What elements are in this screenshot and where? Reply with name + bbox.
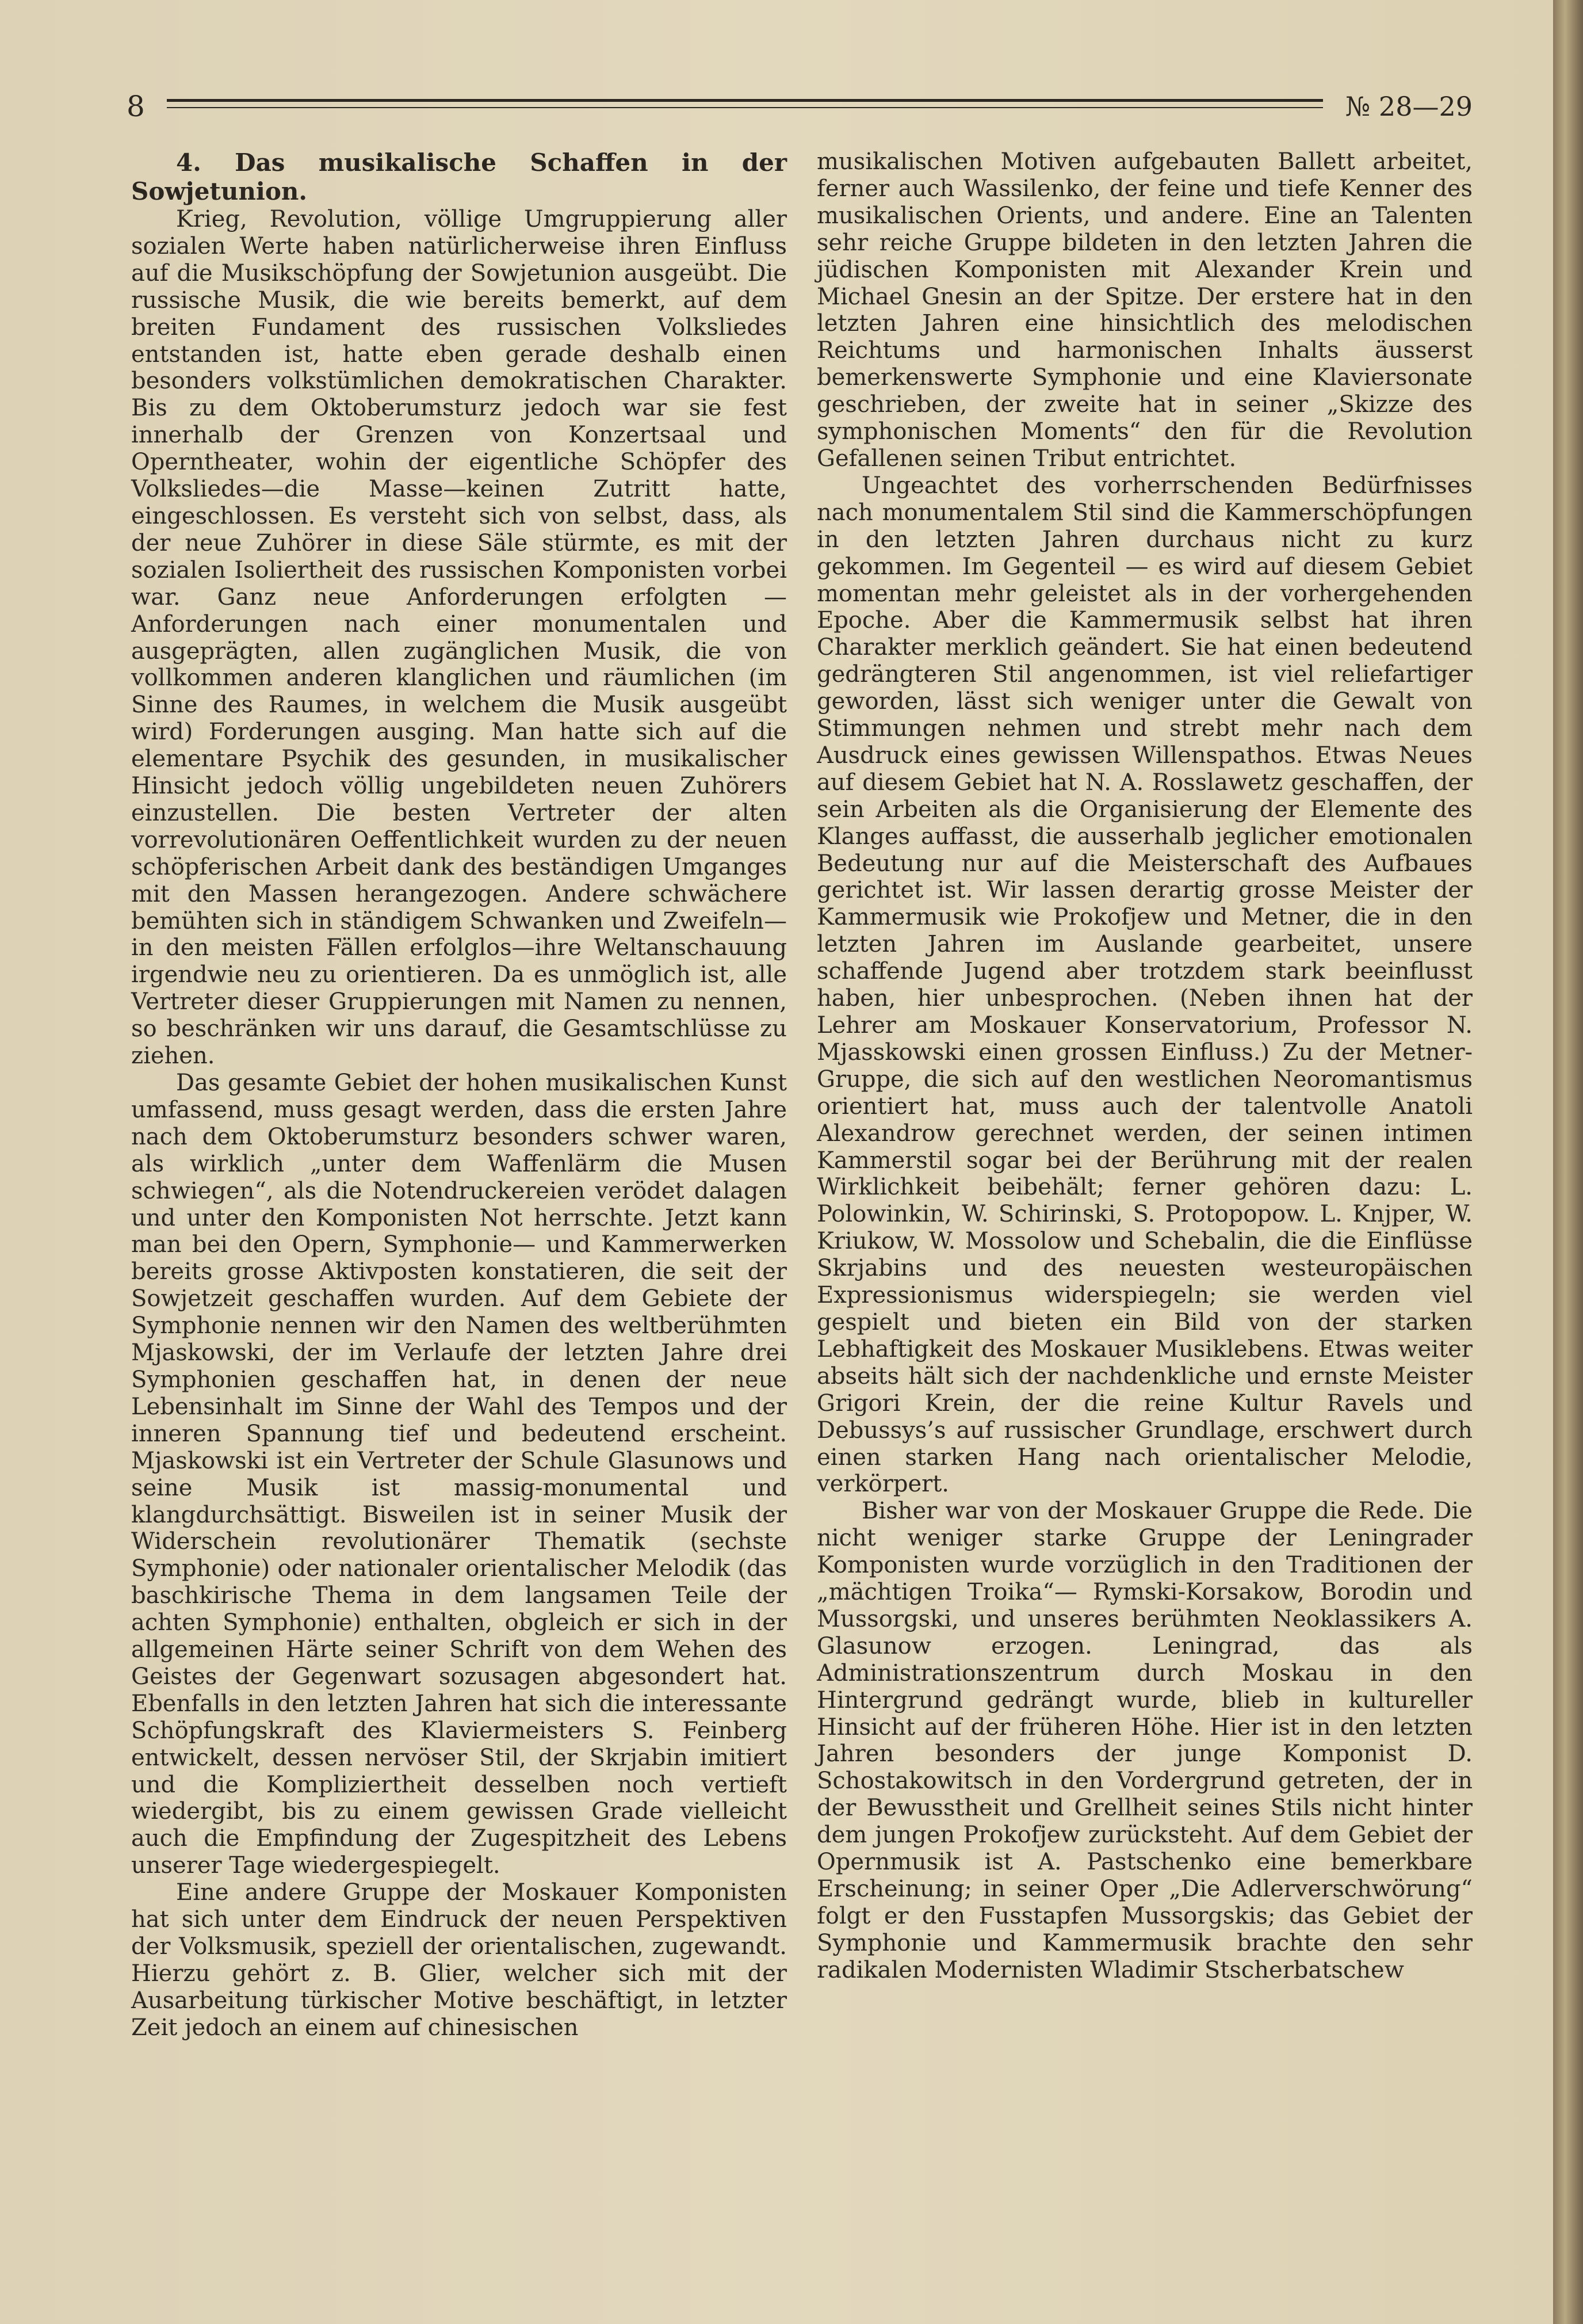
paragraph: Das gesamte Gebiet der hohen musikalischen Kunst umfassend, muss gesagt werden, dass die ersten Jahre nach dem Oktoberumsturz besonders schwer waren, als wirklich „unter dem Waffenlärm die Musen schwiegen“, als die Notendruckereien verödet dalagen und unter den Komponisten Not herrschte. Jetzt kann man bei den Opern, Symphonie— und Kammerwerken bereits grosse Aktivposten konstatieren, die seit der Sowjetzeit geschaffen wurden. Auf dem Gebiete der Symphonie nennen wir den Namen des weltberühmten Mjaskowski, der im Verlaufe der letzten Jahre drei Symphonien geschaffen hat, in denen der neue Lebensinhalt im Sinne der Wahl des Tempos und der inneren Spannung tief und bedeutend erscheint. Mjaskowski ist ein Vertreter der Schule Glasunows und seine Musik ist massig-monumental und klangdurchsättigt. Bisweilen ist in seiner Musik der Widerschein revolutionärer Thematik (sechste Symphonie) oder nationaler orientalischer Melodik (das baschkirische Thema in dem langsamen Teile der achten Symphonie) enthalten, obgleich er sich in der allgemeinen Härte seiner Schrift von dem Wehen des Geistes der Gegenwart sozusagen abgesondert hat. Ebenfalls in den letzten Jahren hat sich die interessante Schöpfungskraft des Klaviermeisters S. Feinberg entwickelt, dessen nervöser Stil, der Skrjabin imitiert und die Kompliziertheit desselben noch vertieft wiedergibt, bis zu einem gewissen Grade vielleicht auch die Empfindung der Zugespitzheit des Lebens unserer Tage wiedergespiegelt.	[131, 1070, 787, 1879]
page-header	[127, 86, 1473, 127]
article-heading: 4. Das musikalische Schaffen in der Sowjetunion.	[131, 148, 787, 205]
paragraph-continued: musikalischen Motiven aufgebauten Ballett arbeitet, ferner auch Wassilenko, der feine und tiefe Kenner des musikalischen Orients, und andere. Eine an Talenten sehr reiche Gruppe bildeten in den letzten Jahren die jüdischen Komponisten mit Alexander Krein und Michael Gnesin an der Spitze. Der erstere hat in den letzten Jahren eine hinsichtlich des melodischen Reichtums und harmonischen Inhalts äusserst bemerkenswerte Symphonie und eine Klaviersonate geschrieben, der zweite hat in seiner „Skizze des symphonischen Moments“ den für die Revolution Gefallenen seinen Tribut entrichtet.	[817, 148, 1473, 472]
left-column	[131, 148, 787, 2041]
page-number: 8	[127, 90, 145, 123]
header-rule-thick	[167, 99, 1323, 102]
header-rule-thin	[167, 107, 1323, 108]
paragraph: Eine andere Gruppe der Moskauer Komponisten hat sich unter dem Eindruck der neuen Perspektiven der Volksmusik, speziell der orientalischen, zugewandt. Hierzu gehört z. B. Glier, welcher sich mit der Ausarbeitung türkischer Motive beschäftigt, in letzter Zeit jedoch an einem auf chinesischen	[131, 1879, 787, 2041]
paragraph: Krieg, Revolution, völlige Umgruppierung aller sozialen Werte haben natürlicherweise ihren Einfluss auf die Musikschöpfung der Sowjetunion ausgeübt. Die russische Musik, die wie bereits bemerkt, auf dem breiten Fundament des russischen Volksliedes entstanden ist, hatte eben gerade deshalb einen besonders volkstümlichen demokratischen Charakter. Bis zu dem Oktoberumsturz jedoch war sie fest innerhalb der Grenzen von Konzertsaal und Operntheater, wohin der eigentliche Schöpfer des Volksliedes—die Masse—keinen Zutritt hatte, eingeschlossen. Es versteht sich von selbst, dass, als der neue Zuhörer in diese Säle stürmte, es mit der sozialen Isoliertheit des russischen Komponisten vorbei war. Ganz neue Anforderungen erfolgten — Anforderungen nach einer monumentalen und ausgeprägten, allen zugänglichen Musik, die von vollkommen anderen klanglichen und räumlichen (im Sinne des Raumes, in welchem die Musik ausgeübt wird) Forderungen ausging. Man hatte sich auf die elementare Psychik des gesunden, in musikalischer Hinsicht jedoch völlig ungebildeten neuen Zuhörers einzustellen. Die besten Vertreter der alten vorrevolutionären Oeffentlichkeit wurden zu der neuen schöpferischen Arbeit dank des beständigen Umganges mit den Massen herangezogen. Andere schwächere bemühten sich in ständigem Schwanken und Zweifeln—in den meisten Fällen erfolglos—ihre Weltanschauung irgendwie neu zu orientieren. Da es unmöglich ist, alle Vertreter dieser Gruppierungen mit Namen zu nennen, so beschränken wir uns darauf, die Gesamtschlüsse zu ziehen.	[131, 206, 787, 1070]
paragraph: Ungeachtet des vorherrschenden Bedürfnisses nach monumentalem Stil sind die Kammerschöpfungen in den letzten Jahren durchaus nicht zu kurz gekommen. Im Gegenteil — es wird auf diesem Gebiet momentan mehr geleistet als in der vorhergehenden Epoche. Aber die Kammermusik selbst hat ihren Charakter merklich geändert. Sie hat einen bedeutend gedrängteren Stil angenommen, ist viel reliefartiger geworden, lässt sich weniger unter die Gewalt von Stimmungen nehmen und strebt mehr nach dem Ausdruck eines gewissen Willenspathos. Etwas Neues auf diesem Gebiet hat N. A. Rosslawetz geschaffen, der sein Arbeiten als die Organisierung der Elemente des Klanges auffasst, die ausserhalb jeglicher emotionalen Bedeutung nur auf die Meisterschaft des Aufbaues gerichtet ist. Wir lassen derartig grosse Meister der Kammermusik wie Prokofjew und Metner, die in den letzten Jahren im Auslande gearbeitet, unsere schaffende Jugend aber trotzdem stark beeinflusst haben, hier unbesprochen. (Neben ihnen hat der Lehrer am Moskauer Konservatorium, Professor N. Mjasskowski einen grossen Einfluss.) Zu der Metner-Gruppe, die sich auf den westlichen Neoromantismus orientiert hat, muss auch der talentvolle Anatoli Alexandrow gerechnet werden, der seinen intimen Kammerstil sogar bei der Berührung mit der realen Wirklichkeit beibehält; ferner gehören dazu: L. Polowinkin, W. Schirinski, S. Protopopow. L. Knjper, W. Kriukow, W. Mossolow und Schebalin, die die Einflüsse Skrjabins und des neuesten westeuropäischen Expressionismus widerspiegeln; sie werden viel gespielt und bieten ein Bild von der starken Lebhaftigkeit des Moskauer Musiklebens. Etwas weiter abseits hält sich der nachdenkliche und ernste Meister Grigori Krein, der die reine Kultur Ravels und Debussys’s auf russischer Grundlage, erschwert durch einen starken Hang nach orientalischer Melodie, verkörpert.	[817, 472, 1473, 1498]
page-binding-edge	[1553, 0, 1583, 2324]
paragraph: Bisher war von der Moskauer Gruppe die Rede. Die nicht weniger starke Gruppe der Leningrader Komponisten wurde vorzüglich in den Traditionen der „mächtigen Troika“— Rymski-Korsakow, Borodin und Mussorgski, und unseres berühmten Neoklassikers A. Glasunow erzogen. Leningrad, das als Administrationszentrum durch Moskau in den Hintergrund gedrängt wurde, blieb in kultureller Hinsicht auf der früheren Höhe. Hier ist in den letzten Jahren besonders der junge Komponist D. Schostakowitsch in den Vordergrund getreten, der in der Bewusstheit und Grellheit seines Stils nicht hinter dem jungen Prokofjew zurücksteht. Auf dem Gebiet der Opernmusik ist A. Pastschenko eine bemerkbare Erscheinung; in seiner Oper „Die Adlerverschwörung“ folgt er den Fusstapfen Mussorgskis; das Gebiet der Symphonie und Kammermusik brachte den sehr radikalen Modernisten Wladimir Stscherbatschew	[817, 1498, 1473, 1983]
right-column	[817, 148, 1473, 1984]
issue-number: № 28—29	[1345, 91, 1473, 122]
